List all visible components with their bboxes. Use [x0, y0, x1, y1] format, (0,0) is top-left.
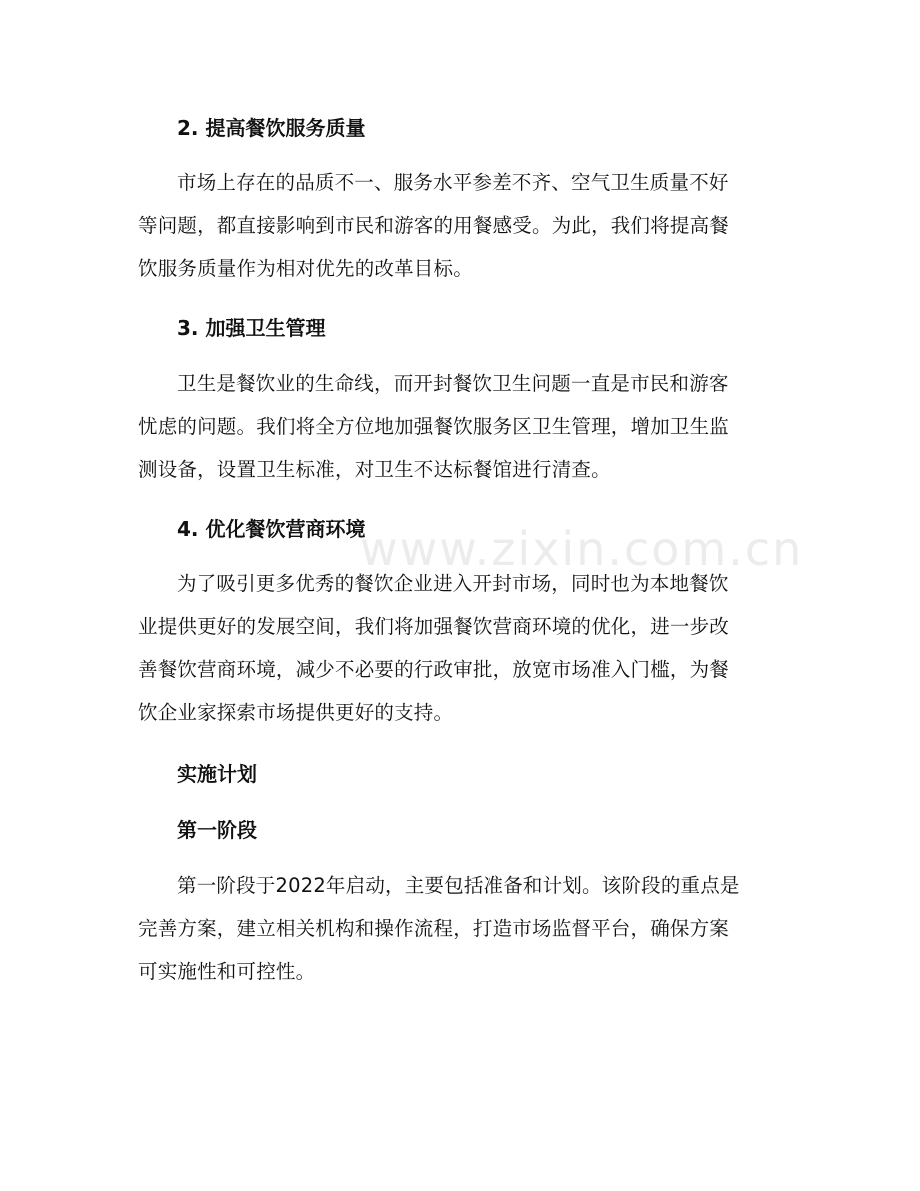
paragraph-line: 善餐饮营商环境，减少不必要的行政审批，放宽市场准入门槛，为餐	[138, 658, 730, 681]
stage-paragraph	[138, 864, 777, 993]
plan-title: 实施计划	[177, 762, 257, 786]
paragraph-line: 等问题，都直接影响到市民和游客的用餐感受。为此，我们将提高餐	[138, 214, 730, 237]
stage-heading: 第一阶段	[177, 818, 257, 842]
section-heading-2: 2. 提高餐饮服务质量	[177, 116, 366, 140]
section-heading-4: 4. 优化餐饮营商环境	[177, 517, 366, 541]
paragraph-line: 第一阶段于2022年启动，主要包括准备和计划。该阶段的重点是	[177, 874, 740, 897]
paragraph-line: 忧虑的问题。我们将全方位地加强餐饮服务区卫生管理，增加卫生监	[138, 415, 730, 438]
paragraph-line: 测设备，设置卫生标准，对卫生不达标餐馆进行清查。	[138, 458, 611, 481]
section-paragraph-4	[138, 562, 777, 734]
paragraph-line: 可实施性和可控性。	[138, 960, 316, 983]
section-paragraph-3	[138, 362, 777, 491]
paragraph-line: 完善方案，建立相关机构和操作流程，打造市场监督平台，确保方案	[138, 917, 730, 940]
paragraph-line: 业提供更好的发展空间，我们将加强餐饮营商环境的优化，进一步改	[138, 615, 730, 638]
section-heading-3: 3. 加强卫生管理	[177, 316, 326, 340]
watermark: www.zixin.com.cn	[360, 522, 804, 576]
paragraph-line: 为了吸引更多优秀的餐饮企业进入开封市场，同时也为本地餐饮	[177, 572, 729, 595]
paragraph-line: 市场上存在的品质不一、服务水平参差不齐、空气卫生质量不好	[177, 171, 729, 194]
paragraph-line: 饮企业家探索市场提供更好的支持。	[138, 701, 454, 724]
section-paragraph-2	[138, 161, 777, 290]
paragraph-line: 饮服务质量作为相对优先的改革目标。	[138, 257, 473, 280]
paragraph-line: 卫生是餐饮业的生命线，而开封餐饮卫生问题一直是市民和游客	[177, 372, 729, 395]
